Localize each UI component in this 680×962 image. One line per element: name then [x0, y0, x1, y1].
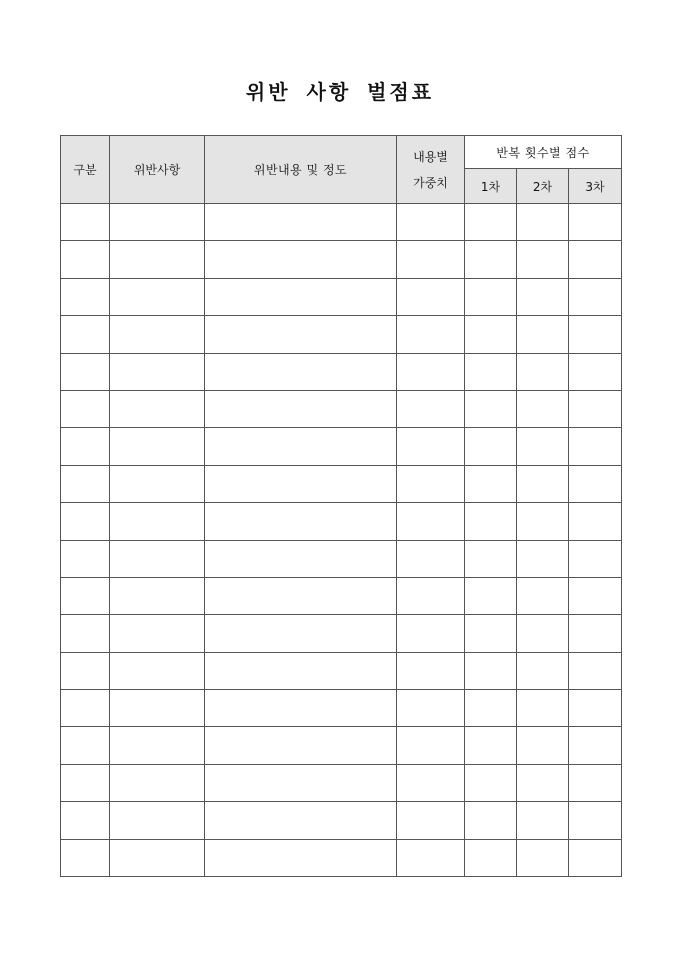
- table-row: [61, 241, 622, 278]
- violation-cell[interactable]: [110, 540, 205, 577]
- details-cell[interactable]: [205, 839, 397, 876]
- details-cell[interactable]: [205, 615, 397, 652]
- third-score-cell[interactable]: [569, 690, 622, 727]
- second-score-cell[interactable]: [517, 802, 569, 839]
- second-score-cell[interactable]: [517, 839, 569, 876]
- second-score-cell[interactable]: [517, 241, 569, 278]
- violation-cell[interactable]: [110, 690, 205, 727]
- first-score-cell[interactable]: [465, 577, 517, 614]
- third-score-cell[interactable]: [569, 241, 622, 278]
- second-score-cell[interactable]: [517, 615, 569, 652]
- weight-cell[interactable]: [397, 615, 465, 652]
- third-score-cell[interactable]: [569, 727, 622, 764]
- page-title: 위반 사항 벌점표: [245, 80, 435, 104]
- category-cell[interactable]: [61, 727, 110, 764]
- violation-cell[interactable]: [110, 390, 205, 427]
- first-score-cell[interactable]: [465, 465, 517, 502]
- header-weight-line2: 가중치: [413, 175, 448, 190]
- first-score-cell[interactable]: [465, 204, 517, 241]
- header-first: 1차: [465, 169, 517, 204]
- third-score-cell[interactable]: [569, 652, 622, 689]
- violation-cell[interactable]: [110, 204, 205, 241]
- table-row: [61, 802, 622, 839]
- category-cell[interactable]: [61, 690, 110, 727]
- table-row: [61, 390, 622, 427]
- first-score-cell[interactable]: [465, 241, 517, 278]
- details-cell[interactable]: [205, 540, 397, 577]
- weight-cell[interactable]: [397, 577, 465, 614]
- category-cell[interactable]: [61, 802, 110, 839]
- weight-cell[interactable]: [397, 428, 465, 465]
- category-cell[interactable]: [61, 503, 110, 540]
- category-cell[interactable]: [61, 316, 110, 353]
- details-cell[interactable]: [205, 465, 397, 502]
- table-row: [61, 465, 622, 502]
- details-cell[interactable]: [205, 727, 397, 764]
- table-row: [61, 615, 622, 652]
- violation-cell[interactable]: [110, 615, 205, 652]
- violation-cell[interactable]: [110, 465, 205, 502]
- second-score-cell[interactable]: [517, 353, 569, 390]
- third-score-cell[interactable]: [569, 465, 622, 502]
- first-score-cell[interactable]: [465, 690, 517, 727]
- first-score-cell[interactable]: [465, 390, 517, 427]
- second-score-cell[interactable]: [517, 540, 569, 577]
- third-score-cell[interactable]: [569, 353, 622, 390]
- details-cell[interactable]: [205, 652, 397, 689]
- second-score-cell[interactable]: [517, 727, 569, 764]
- second-score-cell[interactable]: [517, 204, 569, 241]
- third-score-cell[interactable]: [569, 764, 622, 801]
- weight-cell[interactable]: [397, 690, 465, 727]
- category-cell[interactable]: [61, 428, 110, 465]
- category-cell[interactable]: [61, 465, 110, 502]
- table-row: [61, 690, 622, 727]
- category-cell[interactable]: [61, 839, 110, 876]
- third-score-cell[interactable]: [569, 390, 622, 427]
- violation-cell[interactable]: [110, 652, 205, 689]
- violation-cell[interactable]: [110, 577, 205, 614]
- table-header: [61, 136, 622, 204]
- second-score-cell[interactable]: [517, 690, 569, 727]
- weight-cell[interactable]: [397, 652, 465, 689]
- details-cell[interactable]: [205, 764, 397, 801]
- header-repeat-group: 반복 횟수별 점수: [465, 136, 622, 169]
- third-score-cell[interactable]: [569, 540, 622, 577]
- table-row: [61, 839, 622, 876]
- third-score-cell[interactable]: [569, 503, 622, 540]
- table-row: [61, 652, 622, 689]
- violation-cell[interactable]: [110, 839, 205, 876]
- table-row: [61, 353, 622, 390]
- weight-cell[interactable]: [397, 241, 465, 278]
- weight-cell[interactable]: [397, 465, 465, 502]
- violation-cell[interactable]: [110, 316, 205, 353]
- first-score-cell[interactable]: [465, 802, 517, 839]
- weight-cell[interactable]: [397, 204, 465, 241]
- weight-cell[interactable]: [397, 503, 465, 540]
- table-row: [61, 727, 622, 764]
- category-cell[interactable]: [61, 390, 110, 427]
- header-third: 3차: [569, 169, 622, 204]
- category-cell[interactable]: [61, 577, 110, 614]
- table-row: [61, 278, 622, 315]
- category-cell[interactable]: [61, 241, 110, 278]
- violation-cell[interactable]: [110, 278, 205, 315]
- table-row: [61, 204, 622, 241]
- violation-cell[interactable]: [110, 764, 205, 801]
- table-row: [61, 316, 622, 353]
- table-row: [61, 764, 622, 801]
- first-score-cell[interactable]: [465, 316, 517, 353]
- third-score-cell[interactable]: [569, 577, 622, 614]
- weight-cell[interactable]: [397, 802, 465, 839]
- first-score-cell[interactable]: [465, 503, 517, 540]
- details-cell[interactable]: [205, 690, 397, 727]
- details-cell[interactable]: [205, 204, 397, 241]
- details-cell[interactable]: [205, 802, 397, 839]
- third-score-cell[interactable]: [569, 204, 622, 241]
- third-score-cell[interactable]: [569, 615, 622, 652]
- table-row: [61, 428, 622, 465]
- details-cell[interactable]: [205, 278, 397, 315]
- second-score-cell[interactable]: [517, 764, 569, 801]
- violation-cell[interactable]: [110, 727, 205, 764]
- third-score-cell[interactable]: [569, 802, 622, 839]
- header-violation: 위반사항: [110, 136, 205, 204]
- violation-cell[interactable]: [110, 802, 205, 839]
- header-second: 2차: [517, 169, 569, 204]
- category-cell[interactable]: [61, 353, 110, 390]
- second-score-cell[interactable]: [517, 465, 569, 502]
- third-score-cell[interactable]: [569, 278, 622, 315]
- details-cell[interactable]: [205, 390, 397, 427]
- weight-cell[interactable]: [397, 278, 465, 315]
- category-cell[interactable]: [61, 615, 110, 652]
- header-details: 위반내용 및 정도: [205, 136, 397, 204]
- category-cell[interactable]: [61, 652, 110, 689]
- second-score-cell[interactable]: [517, 652, 569, 689]
- header-weight: [397, 136, 465, 204]
- weight-cell[interactable]: [397, 839, 465, 876]
- table-row: [61, 503, 622, 540]
- details-cell[interactable]: [205, 577, 397, 614]
- table-body: [61, 204, 622, 877]
- details-cell[interactable]: [205, 428, 397, 465]
- third-score-cell[interactable]: [569, 428, 622, 465]
- second-score-cell[interactable]: [517, 503, 569, 540]
- second-score-cell[interactable]: [517, 278, 569, 315]
- details-cell[interactable]: [205, 503, 397, 540]
- weight-cell[interactable]: [397, 764, 465, 801]
- category-cell[interactable]: [61, 540, 110, 577]
- details-cell[interactable]: [205, 353, 397, 390]
- category-cell[interactable]: [61, 278, 110, 315]
- first-score-cell[interactable]: [465, 278, 517, 315]
- violation-cell[interactable]: [110, 241, 205, 278]
- details-cell[interactable]: [205, 241, 397, 278]
- second-score-cell[interactable]: [517, 577, 569, 614]
- first-score-cell[interactable]: [465, 764, 517, 801]
- details-cell[interactable]: [205, 316, 397, 353]
- first-score-cell[interactable]: [465, 652, 517, 689]
- violation-cell[interactable]: [110, 503, 205, 540]
- third-score-cell[interactable]: [569, 316, 622, 353]
- table-row: [61, 577, 622, 614]
- penalty-table: [60, 135, 622, 877]
- first-score-cell[interactable]: [465, 839, 517, 876]
- weight-cell[interactable]: [397, 727, 465, 764]
- third-score-cell[interactable]: [569, 839, 622, 876]
- table-row: [61, 540, 622, 577]
- second-score-cell[interactable]: [517, 428, 569, 465]
- first-score-cell[interactable]: [465, 540, 517, 577]
- first-score-cell[interactable]: [465, 727, 517, 764]
- weight-cell[interactable]: [397, 390, 465, 427]
- category-cell[interactable]: [61, 204, 110, 241]
- first-score-cell[interactable]: [465, 353, 517, 390]
- second-score-cell[interactable]: [517, 390, 569, 427]
- header-weight-line1: 내용별: [413, 149, 448, 164]
- second-score-cell[interactable]: [517, 316, 569, 353]
- violation-cell[interactable]: [110, 353, 205, 390]
- weight-cell[interactable]: [397, 353, 465, 390]
- weight-cell[interactable]: [397, 540, 465, 577]
- category-cell[interactable]: [61, 764, 110, 801]
- weight-cell[interactable]: [397, 316, 465, 353]
- first-score-cell[interactable]: [465, 428, 517, 465]
- violation-cell[interactable]: [110, 428, 205, 465]
- first-score-cell[interactable]: [465, 615, 517, 652]
- header-category: 구분: [61, 136, 110, 204]
